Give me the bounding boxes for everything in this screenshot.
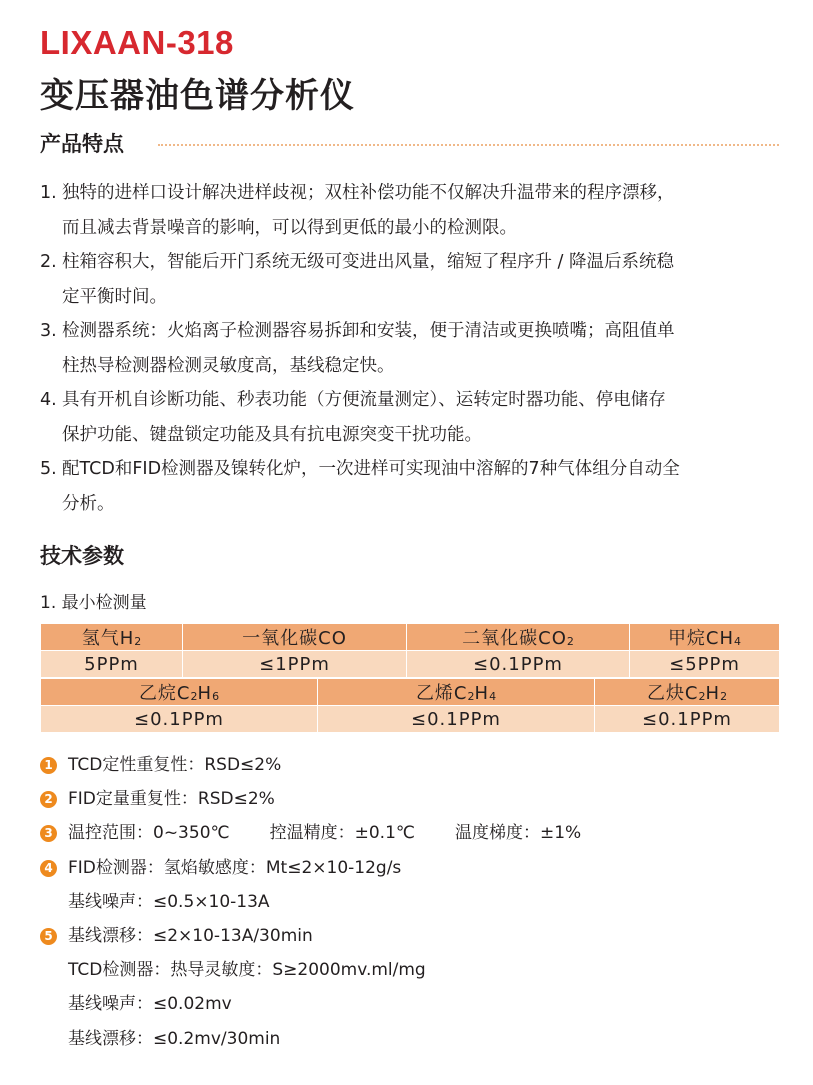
gas-header-row — [41, 679, 780, 706]
feature-line: 保护功能、键盘锁定功能及具有抗电源突变干扰功能。 — [62, 424, 482, 445]
feature-item — [40, 176, 785, 245]
model-number: LIXAAN-318 — [40, 24, 234, 61]
spec-list — [40, 748, 581, 1056]
gas-h2: 氢气$H_2$ — [41, 624, 183, 651]
gas-c2h4: 乙烯$C_2H_4$ — [318, 679, 595, 706]
feature-number: 5. — [40, 459, 57, 479]
feature-line: 定平衡时间。 — [62, 286, 167, 307]
feature-line: 而且减去背景噪音的影响，可以得到更低的最小的检测限。 — [62, 217, 517, 238]
features-list — [40, 176, 785, 521]
feature-item — [40, 245, 785, 314]
params-heading: 技术参数 — [40, 544, 124, 568]
feature-number: 2. — [40, 252, 57, 272]
spec-item — [40, 816, 581, 850]
product-title: 变压器油色谱分析仪 — [40, 76, 355, 116]
spec-item — [40, 851, 581, 885]
spec-item — [40, 919, 581, 953]
feature-line: 独特的进样口设计解决进样歧视；双柱补偿功能不仅解决升温带来的程序漂移， — [62, 183, 675, 203]
gas-value-row — [41, 706, 780, 733]
value-ch4: ≤5PPm — [630, 651, 780, 678]
gas-value-row — [41, 651, 780, 678]
number-badge: 3 — [40, 825, 57, 842]
feature-line: 检测器系统：火焰离子检测器容易拆卸和安装，便于清洁或更换喷嘴；高阻值单 — [62, 321, 675, 341]
spec-item — [40, 885, 581, 919]
spec-text-precision: 控温精度：±0.1℃ — [269, 823, 415, 844]
value-c2h6: ≤0.1PPm — [41, 706, 318, 733]
feature-line: 配TCD和FID检测器及镍转化炉，一次进样可实现油中溶解的7种气体组分自动全 — [62, 459, 680, 479]
gas-c2h6: 乙烷$C_2H_6$ — [41, 679, 318, 706]
spec-text: FID检测器：氢焰敏感度：Mt≤2×10-12g/s — [68, 857, 402, 878]
feature-number: 3. — [40, 321, 57, 341]
spec-text: TCD定性重复性：RSD≤2% — [68, 755, 282, 775]
spec-text: FID定量重复性：RSD≤2% — [68, 789, 275, 810]
detection-table — [40, 623, 780, 678]
spec-item — [40, 1022, 581, 1056]
gas-co2: 二氧化碳$CO_2$ — [407, 624, 630, 651]
spec-item — [40, 782, 581, 816]
spec-item — [40, 953, 581, 987]
number-badge: 4 — [40, 860, 57, 877]
feature-line: 柱热导检测器检测灵敏度高，基线稳定快。 — [62, 355, 395, 376]
feature-number: 1. — [40, 183, 57, 203]
spec-text: 基线噪声：≤0.5×10-13A — [68, 891, 270, 912]
spec-text: 基线漂移：≤2×10-13A/30min — [68, 926, 313, 947]
gas-header-row — [41, 624, 780, 651]
spec-text-gradient: 温度梯度：±1% — [454, 823, 582, 844]
feature-item — [40, 452, 785, 521]
feature-line: 柱箱容积大，智能后开门系统无级可变进出风量，缩短了程序升 / 降温后系统稳 — [62, 252, 675, 272]
value-co: ≤1PPm — [183, 651, 407, 678]
spec-text: 温控范围：0~350℃ — [68, 823, 230, 844]
spec-item — [40, 748, 581, 782]
min-detection-heading: 1. 最小检测量 — [40, 593, 147, 613]
number-badge: 5 — [40, 928, 57, 945]
spec-text: 基线噪声：≤0.02mv — [68, 994, 232, 1015]
value-c2h2: ≤0.1PPm — [595, 706, 780, 733]
number-badge: 2 — [40, 791, 57, 808]
detection-table-2 — [40, 678, 780, 733]
number-badge: 1 — [40, 757, 57, 774]
feature-line: 具有开机自诊断功能、秒表功能（方便流量测定）、运转定时器功能、停电储存 — [62, 390, 666, 410]
dotted-divider — [158, 144, 779, 146]
feature-number: 4. — [40, 390, 57, 410]
gas-co: 一氧化碳CO — [183, 624, 407, 651]
spec-item — [40, 987, 581, 1021]
value-co2: ≤0.1PPm — [407, 651, 630, 678]
features-heading: 产品特点 — [40, 132, 124, 156]
feature-line: 分析。 — [62, 493, 115, 514]
feature-item — [40, 314, 785, 383]
value-h2: 5PPm — [41, 651, 183, 678]
value-c2h4: ≤0.1PPm — [318, 706, 595, 733]
gas-ch4: 甲烷$CH_4$ — [630, 624, 780, 651]
gas-c2h2: 乙炔$C_2H_2$ — [595, 679, 780, 706]
spec-text: 基线漂移：≤0.2mv/30min — [68, 1028, 281, 1049]
spec-text: TCD检测器：热导灵敏度：S≥2000mv.ml/mg — [68, 960, 426, 981]
feature-item — [40, 383, 785, 452]
